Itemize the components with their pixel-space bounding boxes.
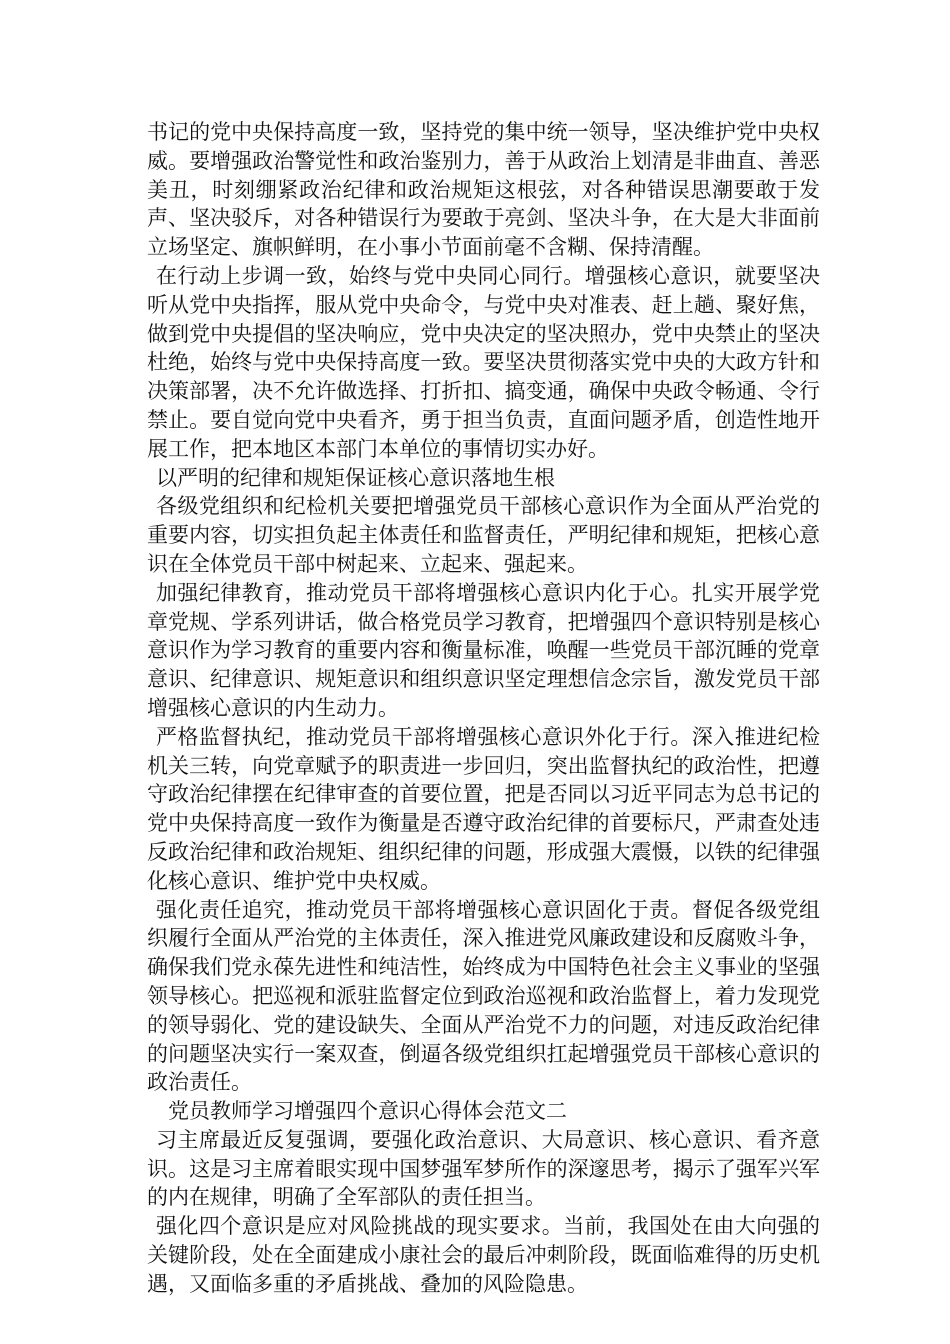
paragraph: 习主席最近反复强调，要强化政治意识、大局意识、核心意识、看齐意识。这是习主席着眼实现中国梦强军梦所作的深邃思考，揭示了强军兴军的内在规律，明确了全军部队的责任担当。: [147, 1127, 820, 1210]
document-body: [147, 118, 820, 1299]
paragraph: 各级党组织和纪检机关要把增强党员干部核心意识作为全面从严治党的重要内容，切实担负起主体责任和监督责任，严明纪律和规矩，把核心意识在全体党员干部中树起来、立起来、强起来。: [147, 494, 820, 576]
paragraph: 强化四个意识是应对风险挑战的现实要求。当前，我国处在由大向强的关键阶段，处在全面建成小康社会的最后冲刺阶段，既面临难得的历史机遇，又面临多重的矛盾挑战、叠加的风险隐患。: [147, 1214, 820, 1296]
paragraph: 书记的党中央保持高度一致，坚持党的集中统一领导，坚决维护党中央权威。要增强政治警觉性和政治鉴别力，善于从政治上划清是非曲直、善恶美丑，时刻绷紧政治纪律和政治规矩这根弦，对各种错误思潮要敢于发声、坚决驳斥，对各种错误行为要敢于亮剑、坚决斗争，在大是大非面前立场坚定、旗帜鲜明，在小事小节面前毫不含糊、保持清醒。: [147, 120, 820, 260]
paragraph: 加强纪律教育，推动党员干部将增强核心意识内化于心。扎实开展学党章党规、学系列讲话，做合格党员学习教育，把增强四个意识特别是核心意识作为学习教育的重要内容和衡量标准，唤醒一些党员干部沉睡的党章意识、纪律意识、规矩意识和组织意识坚定理想信念宗旨，激发党员干部增强核心意识的内生动力。: [147, 580, 820, 720]
paragraph: 强化责任追究，推动党员干部将增强核心意识固化于责。督促各级党组织履行全面从严治党的主体责任，深入推进党风廉政建设和反腐败斗争，确保我们党永葆先进性和纯洁性，始终成为中国特色社会主义事业的坚强领导核心。把巡视和派驻监督定位到政治巡视和政治监督上，着力发现党的领导弱化、党的建设缺失、全面从严治党不力的问题，对违反政治纪律的问题坚决实行一案双查，倒逼各级党组织扛起增强党员干部核心意识的政治责任。: [147, 897, 820, 1095]
section-heading: 以严明的纪律和规矩保证核心意识落地生根: [156, 465, 555, 490]
paragraph: 严格监督执纪，推动党员干部将增强核心意识外化于行。深入推进纪检机关三转，向党章赋予的职责进一步回归，突出监督执纪的政治性，把遵守政治纪律摆在纪律审查的首要位置，把是否同以习近平同志为总书记的党中央保持高度一致作为衡量是否遵守政治纪律的首要标尺，严肃查处违反政治纪律和政治规矩、组织纪律的问题，形成强大震慑，以铁的纪律强化核心意识、维护党中央权威。: [147, 724, 820, 893]
article-subtitle: 党员教师学习增强四个意识心得体会范文二: [168, 1099, 567, 1124]
paragraph: 在行动上步调一致，始终与党中央同心同行。增强核心意识，就要坚决听从党中央指挥，服从党中央命令，与党中央对准表、赶上趟、聚好焦，做到党中央提倡的坚决响应，党中央决定的坚决照办，党中央禁止的坚决杜绝，始终与党中央保持高度一致。要坚决贯彻落实党中央的大政方针和决策部署，决不允许做选择、打折扣、搞变通，确保中央政令畅通、令行禁止。要自觉向党中央看齐，勇于担当负责，直面问题矛盾，创造性地开展工作，把本地区本部门本单位的事情切实办好。: [147, 263, 820, 461]
